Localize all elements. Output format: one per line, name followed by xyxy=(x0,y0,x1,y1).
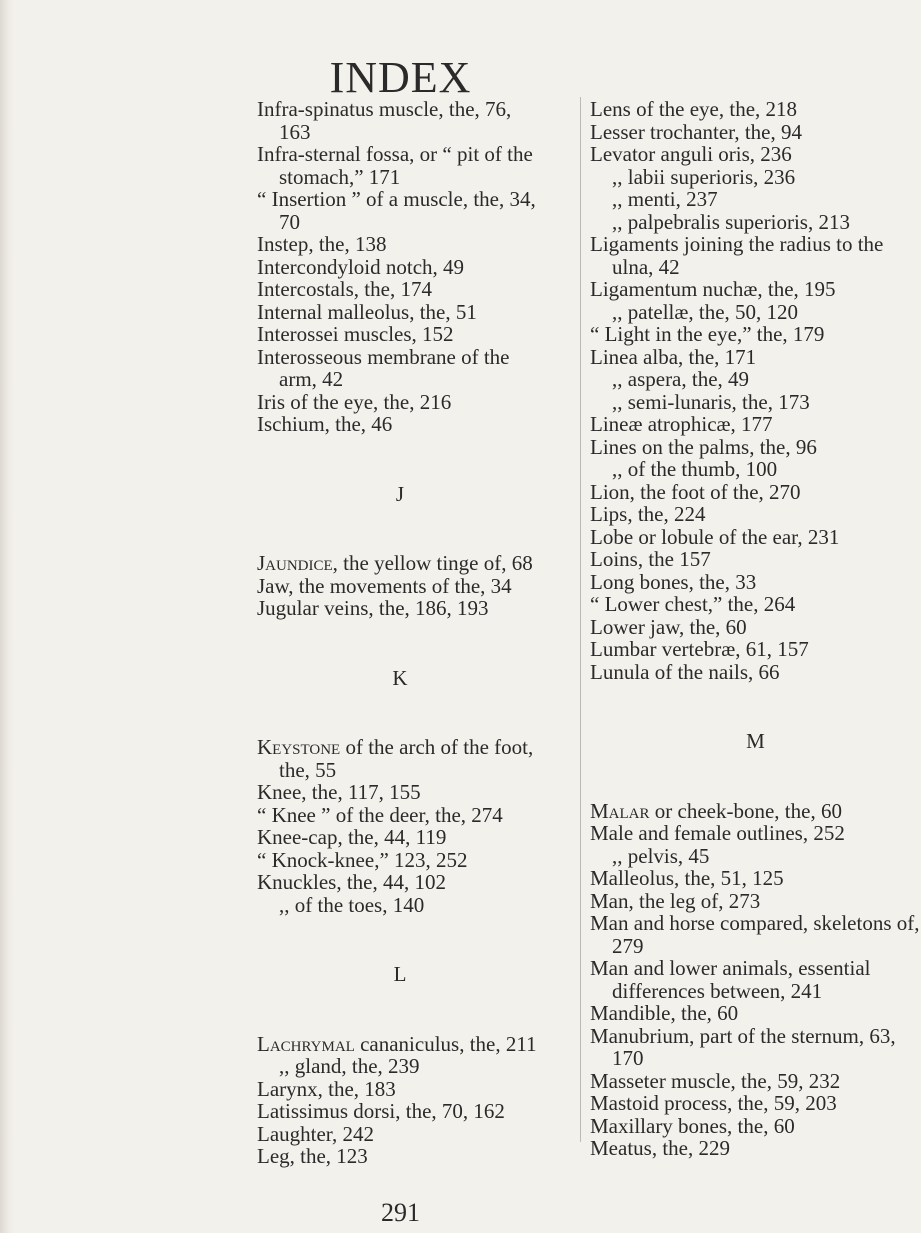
index-subentry: ,, gland, the, 239 xyxy=(279,1054,420,1078)
index-entry: Ligaments joining the radius to the ulna, 42 xyxy=(590,232,884,279)
index-entry: Lower jaw, the, 60 xyxy=(590,614,747,639)
index-entry: Leg, the, 123 xyxy=(257,1144,368,1168)
index-entry: “ Insertion ” of a muscle, the, 34, 70 xyxy=(257,187,536,234)
index-entry: Infra-sternal fossa, or “ pit of the stomach,” 171 xyxy=(257,142,533,189)
entry-head: Keystone xyxy=(257,735,341,759)
index-entry: Internal malleolus, the, 51 xyxy=(257,299,477,324)
entry-head: Lachrymal xyxy=(257,1031,355,1056)
index-entry: Lips, the, 224 xyxy=(590,502,706,526)
index-entry: “ Lower chest,” the, 264 xyxy=(590,592,796,616)
section-letter-l: L xyxy=(393,962,407,986)
index-entry: Knuckles, the, 44, 102 xyxy=(257,870,446,894)
index-entry: Lumbar vertebræ, 61, 157 xyxy=(590,637,809,661)
entry-rest: of the arch of the foot, the, 55 xyxy=(279,735,534,782)
index-subentry: ,, patellæ, the, 50, 120 xyxy=(612,299,799,324)
index-entry: Long bones, the, 33 xyxy=(590,569,757,594)
entry-rest: or cheek-bone, the, 60 xyxy=(649,798,842,823)
entry-head: Jaundice, xyxy=(257,551,338,575)
index-entry: Lobe or lobule of the ear, 231 xyxy=(590,524,840,549)
index-entry: Man, the leg of, 273 xyxy=(590,888,761,913)
index-entry: Man and lower animals, essential differences between, 241 xyxy=(590,956,871,1003)
index-entry: Linea alba, the, 171 xyxy=(590,344,757,369)
index-entry: “ Knock-knee,” 123, 252 xyxy=(257,847,468,872)
section-letter-k: K xyxy=(392,665,408,690)
page-title: INDEX xyxy=(329,53,472,102)
index-entry: Latissimus dorsi, the, 70, 162 xyxy=(257,1099,505,1123)
index-entry xyxy=(257,552,543,575)
index-entry: Ischium, the, 46 xyxy=(257,412,393,436)
index-entry: Lens of the eye, the, 218 xyxy=(590,97,798,121)
index-subentry: ,, pelvis, 45 xyxy=(612,843,710,868)
index-entry: Jaw, the movements of the, 34 xyxy=(257,573,512,598)
index-entry: Male and female outlines, 252 xyxy=(590,821,845,845)
index-subentry: ,, palpebralis superioris, 213 xyxy=(612,209,850,234)
index-entry: Lion, the foot of the, 270 xyxy=(590,479,801,504)
index-entry: “ Light in the eye,” the, 179 xyxy=(590,322,825,346)
page-edge-shadow xyxy=(0,0,14,1233)
column-divider xyxy=(580,97,581,1142)
index-entry: Instep, the, 138 xyxy=(257,232,387,256)
index-entry: Iris of the eye, the, 216 xyxy=(257,389,452,414)
index-entry: Malleolus, the, 51, 125 xyxy=(590,866,784,890)
index-entry: Jugular veins, the, 186, 193 xyxy=(257,596,489,620)
index-entry: Mandible, the, 60 xyxy=(590,1001,739,1025)
index-subentry: ,, of the toes, 140 xyxy=(279,892,425,917)
index-entry: Masseter muscle, the, 59, 232 xyxy=(590,1068,841,1093)
entry-rest: cananiculus, the, 211 xyxy=(354,1031,537,1056)
index-entry: Larynx, the, 183 xyxy=(257,1076,396,1101)
index-entry: Loins, the 157 xyxy=(590,547,711,571)
index-entry: Lunula of the nails, 66 xyxy=(590,659,780,684)
index-subentry: ,, of the thumb, 100 xyxy=(612,457,778,481)
index-entry: Interossei muscles, 152 xyxy=(257,322,454,346)
index-entry: Mastoid process, the, 59, 203 xyxy=(590,1091,837,1115)
index-entry: Manubrium, part of the sternum, 63, 170 xyxy=(590,1023,896,1070)
index-subentry: ,, menti, 237 xyxy=(612,187,718,211)
index-entry: Lesser trochanter, the, 94 xyxy=(590,119,802,144)
index-entry: Man and horse compared, skeletons of, 279 xyxy=(590,911,920,958)
index-entry: Lines on the palms, the, 96 xyxy=(590,434,817,459)
index-entry: Intercostals, the, 174 xyxy=(257,277,432,301)
index-entry: Intercondyloid notch, 49 xyxy=(257,254,465,279)
index-entry: Meatus, the, 229 xyxy=(590,1136,730,1160)
page-number: 291 xyxy=(381,1198,420,1227)
index-entry xyxy=(590,800,921,823)
index-entry: Knee, the, 117, 155 xyxy=(257,780,421,804)
entry-head: Malar xyxy=(590,798,650,823)
index-entry: Lineæ atrophicæ, 177 xyxy=(590,412,773,436)
index-column-left xyxy=(257,98,543,1168)
index-column-right xyxy=(590,98,921,1160)
index-entry xyxy=(257,736,543,781)
index-entry: “ Knee ” of the deer, the, 274 xyxy=(257,802,503,827)
index-entry: Levator anguli oris, 236 xyxy=(590,142,792,166)
index-entry: Laughter, 242 xyxy=(257,1121,374,1146)
index-entry: Interosseous membrane of the arm, 42 xyxy=(257,344,510,391)
entry-rest: the yellow tinge of, 68 xyxy=(337,551,533,575)
index-entry: Ligamentum nuchæ, the, 195 xyxy=(590,277,836,301)
index-entry: Maxillary bones, the, 60 xyxy=(590,1113,795,1138)
index-subentry: ,, semi-lunaris, the, 173 xyxy=(612,389,810,414)
index-subentry: ,, aspera, the, 49 xyxy=(612,367,750,391)
index-entry xyxy=(257,1033,543,1056)
index-subentry: ,, labii superioris, 236 xyxy=(612,164,796,189)
section-letter-j: J xyxy=(395,481,405,506)
index-entry: Infra-spinatus muscle, the, 76, 163 xyxy=(257,97,512,144)
index-entry: Knee-cap, the, 44, 119 xyxy=(257,825,447,849)
section-letter-m: M xyxy=(746,729,765,753)
